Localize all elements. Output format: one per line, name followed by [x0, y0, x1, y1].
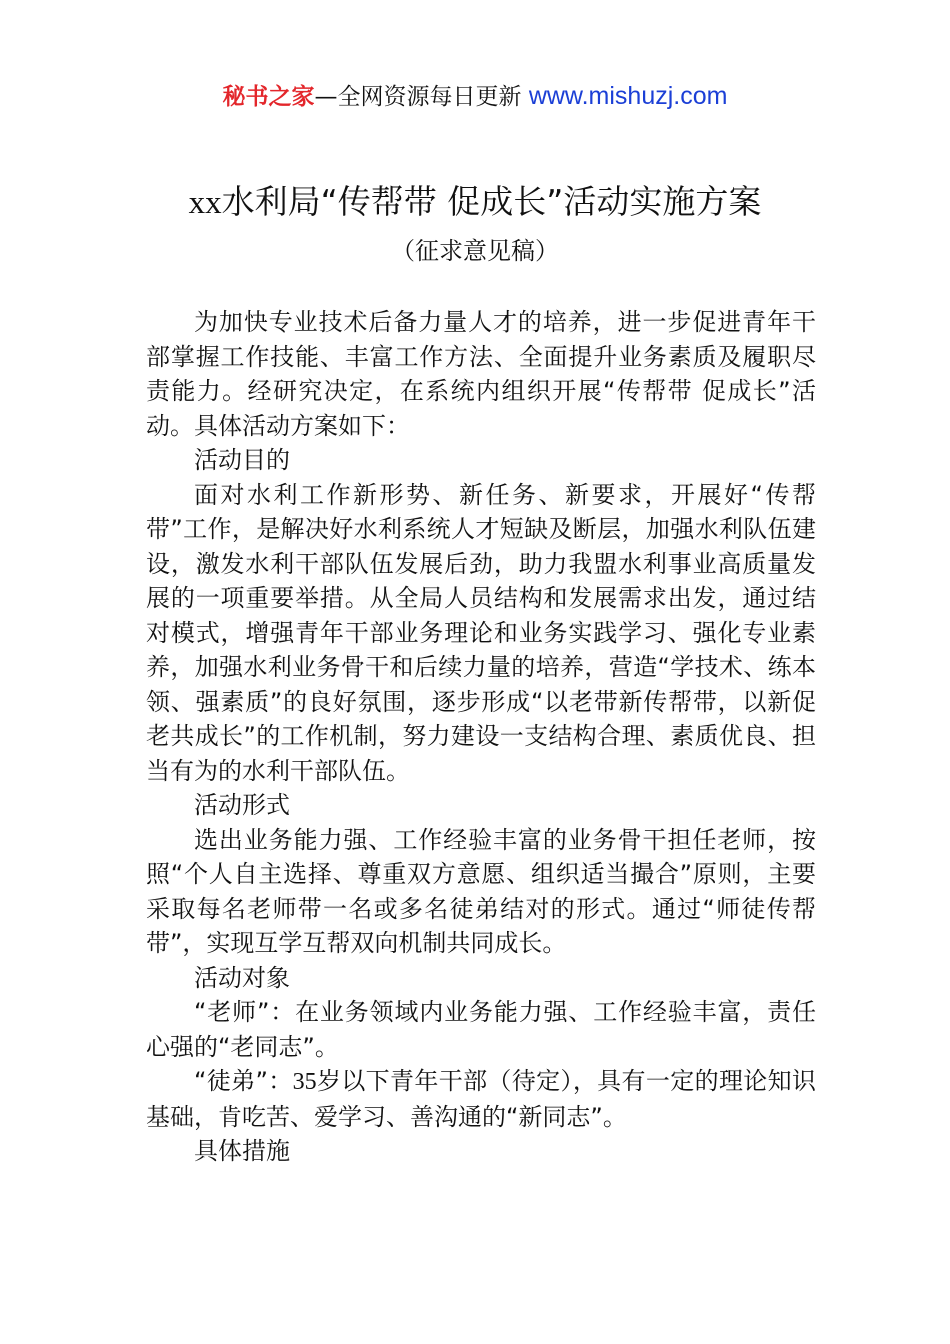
teacher-paragraph: “老师”：在业务领域内业务能力强、工作经验丰富，责任心强的“老同志”。	[146, 998, 816, 1061]
section-heading-purpose: 活动目的	[194, 446, 290, 474]
apprentice-paragraph	[146, 1064, 816, 1134]
title-main: 水利局“传帮带 促成长”活动实施方案	[221, 182, 762, 221]
age-number: 35	[292, 1069, 317, 1095]
intro-paragraph: 为加快专业技术后备力量人才的培养，进一步促进青年干部掌握工作技能、丰富工作方法、全面提升业务素质及履职尽责能力。经研究决定，在系统内组织开展“传帮带 促成长”活动。具体活动方案如下：	[146, 308, 816, 440]
site-url-link[interactable]: www.mishuzj.com	[528, 82, 728, 110]
section-heading-measures: 具体措施	[194, 1137, 290, 1165]
header-slogan: —全网资源每日更新	[314, 84, 529, 110]
document-title	[0, 180, 950, 225]
document-body	[146, 305, 816, 1169]
purpose-paragraph: 面对水利工作新形势、新任务、新要求，开展好“传帮带”工作，是解决好水利系统人才短缺及断层，加强水利队伍建设，激发水利干部队伍发展后劲，助力我盟水利事业高质量发展的一项重要举措。从全局人员结构和发展需求出发，通过结对模式，增强青年干部业务理论和业务实践学习、强化专业素养，加强水利业务骨干和后续力量的培养，营造“学技术、练本领、强素质”的良好氛围，逐步形成“以老带新传帮带，以新促老共成长”的工作机制，努力建设一支结构合理、素质优良、担当有为的水利干部队伍。	[146, 480, 816, 785]
apprentice-text: 岁以下青年干部（待定），具有一定的理论知识基础，肯吃苦、爱学习、善沟通的“新同志”。	[146, 1067, 816, 1131]
section-heading-targets: 活动对象	[194, 963, 290, 992]
brand-name: 秘书之家	[222, 84, 315, 110]
apprentice-label: “徒弟”：	[194, 1067, 293, 1095]
form-paragraph: 选出业务能力强、工作经验丰富的业务骨干担任老师，按照“个人自主选择、尊重双方意愿、组织适当撮合”原则，主要采取每名老师带一名或多名徒弟结对的形式。通过“师徒传帮带”，实现互学互帮双向机制共同成长。	[146, 825, 816, 957]
section-heading-form: 活动形式	[194, 791, 290, 819]
site-header	[0, 80, 950, 113]
title-prefix: xx	[188, 185, 222, 221]
document-subtitle: （征求意见稿）	[391, 237, 559, 265]
